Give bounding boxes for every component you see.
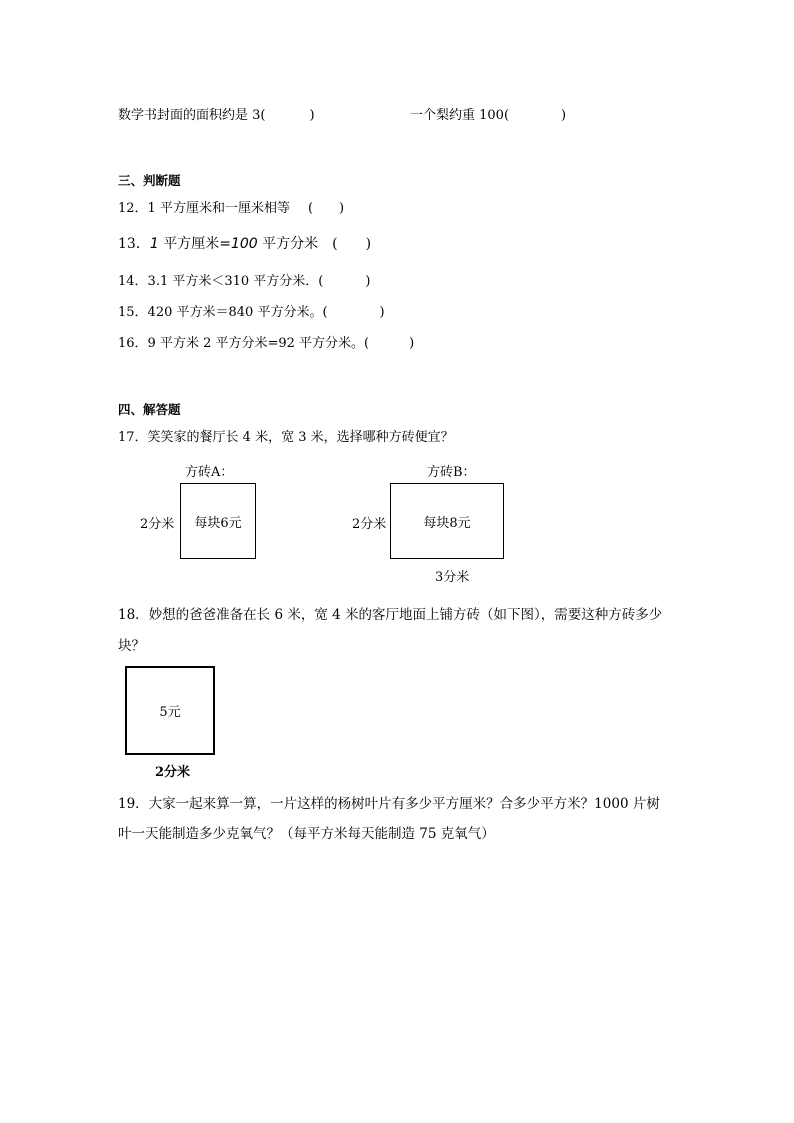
section-title-judgement: 三、判断题: [118, 173, 181, 188]
question-12: [118, 197, 344, 216]
tile-square-side-label: 2分米: [155, 765, 191, 780]
question-15-text: 420 平方米＝840 平方分米。(: [147, 305, 328, 320]
question-13-number: 13．: [118, 236, 150, 252]
question-14: [118, 270, 370, 289]
question-16-close: ): [409, 336, 415, 351]
question-18-line-1: 18．妙想的爸爸准备在长 6 米，宽 4 米的客厅地面上铺方砖（如下图），需要这种方砖多少: [118, 607, 663, 623]
question-14-text: 3.1 平方米＜310 平方分米．(: [147, 274, 324, 289]
question-17: 17．笑笑家的餐厅长 4 米，宽 3 米，选择哪种方砖便宜？: [118, 430, 454, 445]
question-13-value-c: 100: [230, 236, 258, 252]
book-cover-area-text: 数学书封面的面积约是 3(: [118, 108, 266, 123]
tile-b-price: 每块8元: [423, 515, 471, 531]
question-14-number: 14．: [118, 274, 148, 289]
tile-a-side-label: 2分米: [140, 517, 175, 532]
question-13-text-b: 平方厘米=: [158, 236, 231, 252]
tile-a-title: 方砖A：: [185, 465, 234, 480]
pear-weight-close: ): [561, 108, 567, 123]
question-16-number: 16．: [118, 336, 148, 351]
question-19-line-1: 19．大家一起来算一算，一片这样的杨树叶片有多少平方厘米？合多少平方米？1000 片树: [118, 796, 660, 812]
tile-b-rectangle: [390, 483, 504, 559]
question-15-number: 15．: [118, 305, 148, 320]
tile-a-square: [180, 483, 256, 559]
question-16-text: 9 平方米 2 平方分米=92 平方分米。(: [147, 336, 370, 351]
tile-b-bottom-label: 3分米: [435, 570, 470, 585]
question-19-line-2: 叶一天能制造多少克氧气？（每平方米每天能制造 75 克氧气）: [118, 826, 495, 842]
section-title-solve: 四、解答题: [118, 402, 181, 417]
tile-b-title: 方砖B：: [427, 465, 476, 480]
question-12-number: 12．: [118, 201, 148, 216]
question-13-value-a: 1: [149, 236, 159, 252]
question-13-answer-blank[interactable]: ( ): [332, 236, 372, 252]
tile-b-side-label: 2分米: [352, 517, 387, 532]
pear-weight-text: 一个梨约重 100(: [410, 108, 510, 123]
question-16: [118, 332, 414, 351]
question-13: [118, 233, 371, 253]
tile-square-5yuan: [125, 666, 215, 755]
question-15-close: ): [379, 305, 385, 320]
tile-a-price: 每块6元: [194, 515, 242, 531]
question-12-text: 1 平方厘米和一厘米相等: [147, 201, 290, 216]
tile-square-price: 5元: [159, 705, 181, 720]
fill-in-line-pear: [410, 104, 566, 123]
book-cover-area-close: ): [309, 108, 315, 123]
question-14-close: ): [365, 274, 371, 289]
question-15: [118, 301, 385, 320]
question-18-line-2: 块？: [118, 638, 145, 654]
question-13-text-d: 平方分米: [257, 236, 319, 252]
question-12-answer-blank[interactable]: ( ): [307, 201, 345, 216]
fill-in-line-area: [118, 104, 315, 123]
